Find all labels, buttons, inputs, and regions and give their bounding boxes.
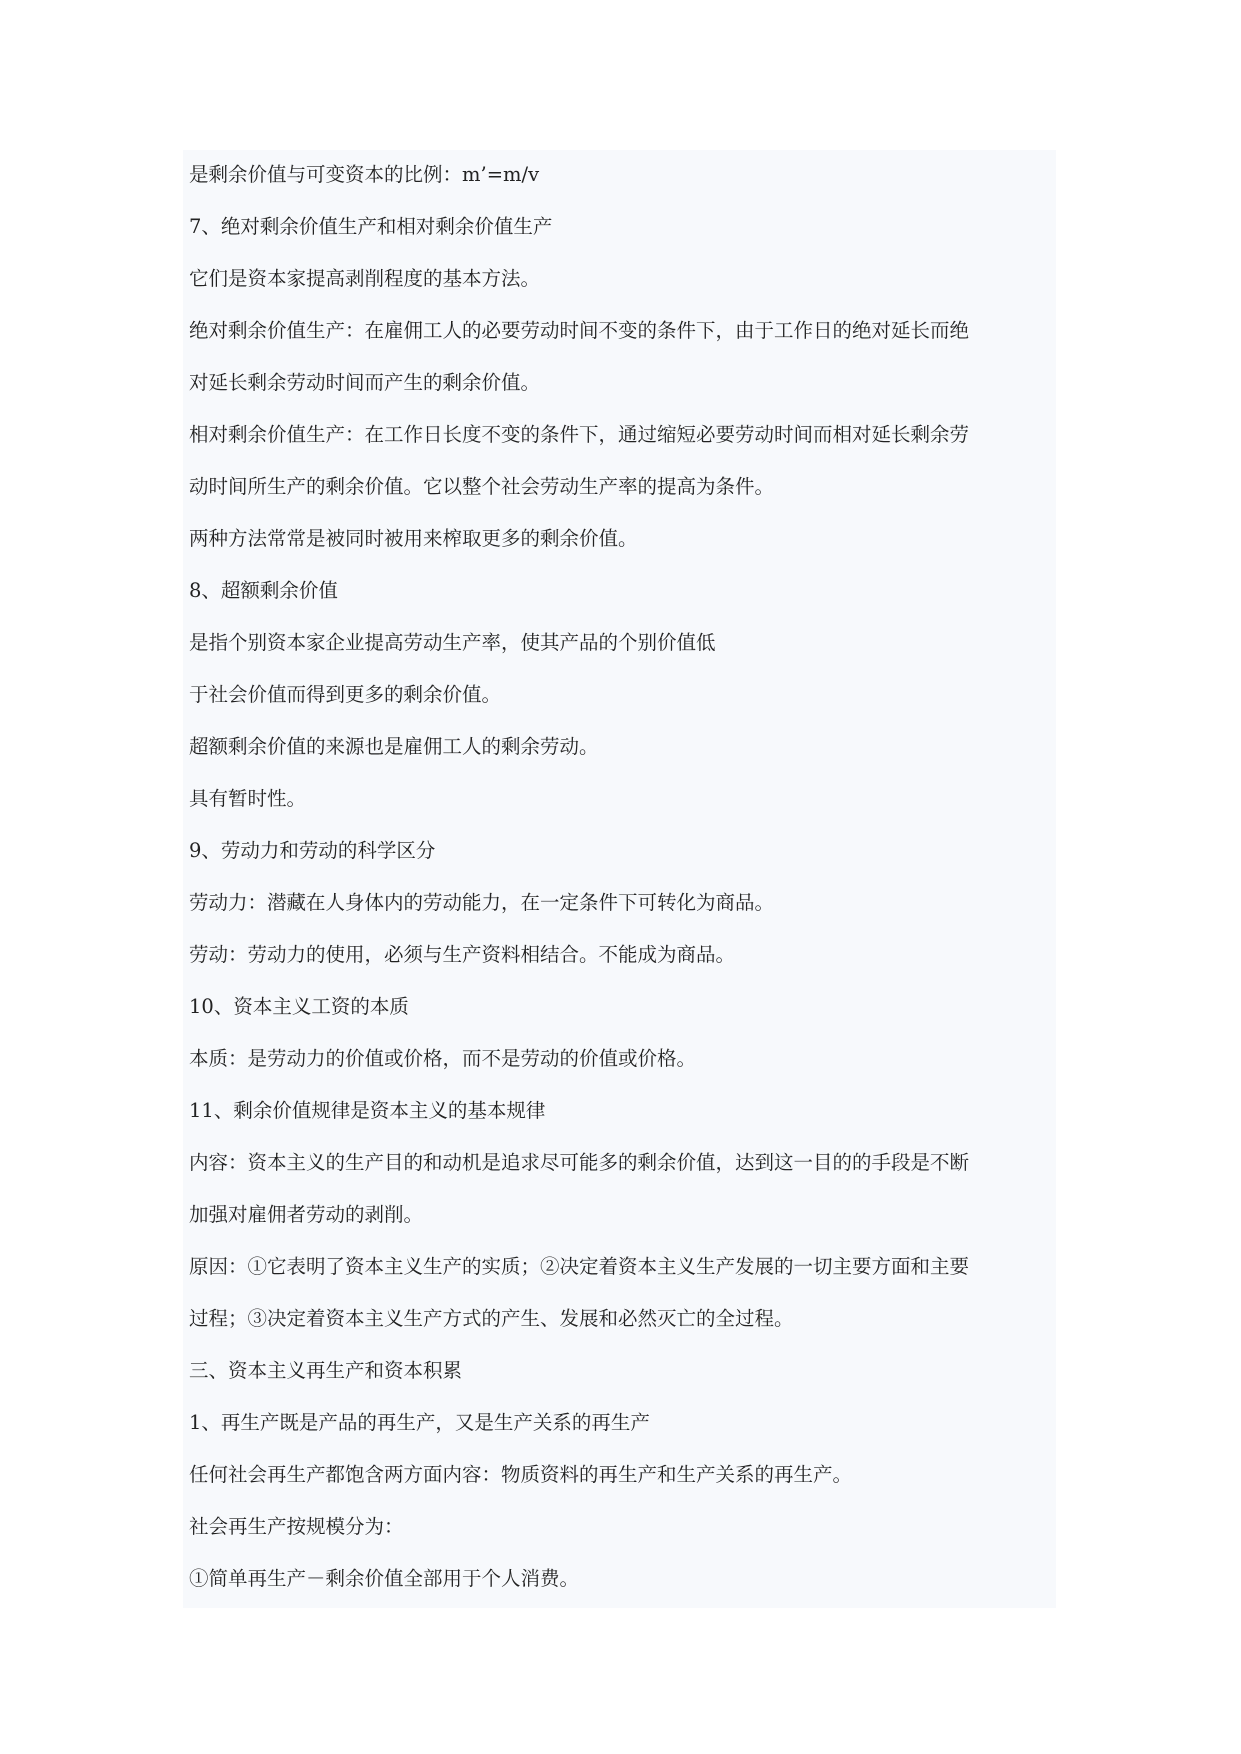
text-line: 具有暂时性。 [189,787,307,810]
text-line: 它们是资本家提高剥削程度的基本方法。 [189,267,541,290]
text-line: 是指个别资本家企业提高劳动生产率，使其产品的个别价值低 [189,631,716,654]
section-heading: 9、劳动力和劳动的科学区分 [189,839,436,862]
text-line: 对延长剩余劳动时间而产生的剩余价值。 [189,371,541,394]
text-line: 劳动：劳动力的使用，必须与生产资料相结合。不能成为商品。 [189,943,736,966]
text-line: ①简单再生产－剩余价值全部用于个人消费。 [189,1567,580,1590]
text-line: 社会再生产按规模分为： [189,1515,404,1538]
section-heading: 11、剩余价值规律是资本主义的基本规律 [189,1099,546,1122]
text-line: 两种方法常常是被同时被用来榨取更多的剩余价值。 [189,527,638,550]
section-heading: 8、超额剩余价值 [189,579,338,602]
section-heading: 1、再生产既是产品的再生产，又是生产关系的再生产 [189,1411,650,1434]
text-line: 原因：①它表明了资本主义生产的实质；②决定着资本主义生产发展的一切主要方面和主要 [189,1255,970,1278]
text-line: 加强对雇佣者劳动的剥削。 [189,1203,424,1226]
text-line: 任何社会再生产都饱含两方面内容：物质资料的再生产和生产关系的再生产。 [189,1463,853,1486]
text-line: 劳动力：潜藏在人身体内的劳动能力，在一定条件下可转化为商品。 [189,891,775,914]
text-line: 超额剩余价值的来源也是雇佣工人的剩余劳动。 [189,735,599,758]
chapter-heading: 三、资本主义再生产和资本积累 [189,1359,463,1382]
section-heading: 7、绝对剩余价值生产和相对剩余价值生产 [189,215,553,238]
document-content [183,150,1056,1608]
text-line: 过程；③决定着资本主义生产方式的产生、发展和必然灭亡的全过程。 [189,1307,794,1330]
text-line: 内容：资本主义的生产目的和动机是追求尽可能多的剩余价值，达到这一目的的手段是不断 [189,1151,970,1174]
text-line: 动时间所生产的剩余价值。它以整个社会劳动生产率的提高为条件。 [189,475,775,498]
text-line: 相对剩余价值生产：在工作日长度不变的条件下，通过缩短必要劳动时间而相对延长剩余劳 [189,423,970,446]
text-line: 是剩余价值与可变资本的比例：m’=m/v [189,163,540,186]
text-line: 绝对剩余价值生产：在雇佣工人的必要劳动时间不变的条件下，由于工作日的绝对延长而绝 [189,319,970,342]
text-line: 本质：是劳动力的价值或价格，而不是劳动的价值或价格。 [189,1047,697,1070]
text-line: 于社会价值而得到更多的剩余价值。 [189,683,502,706]
section-heading: 10、资本主义工资的本质 [189,995,409,1018]
